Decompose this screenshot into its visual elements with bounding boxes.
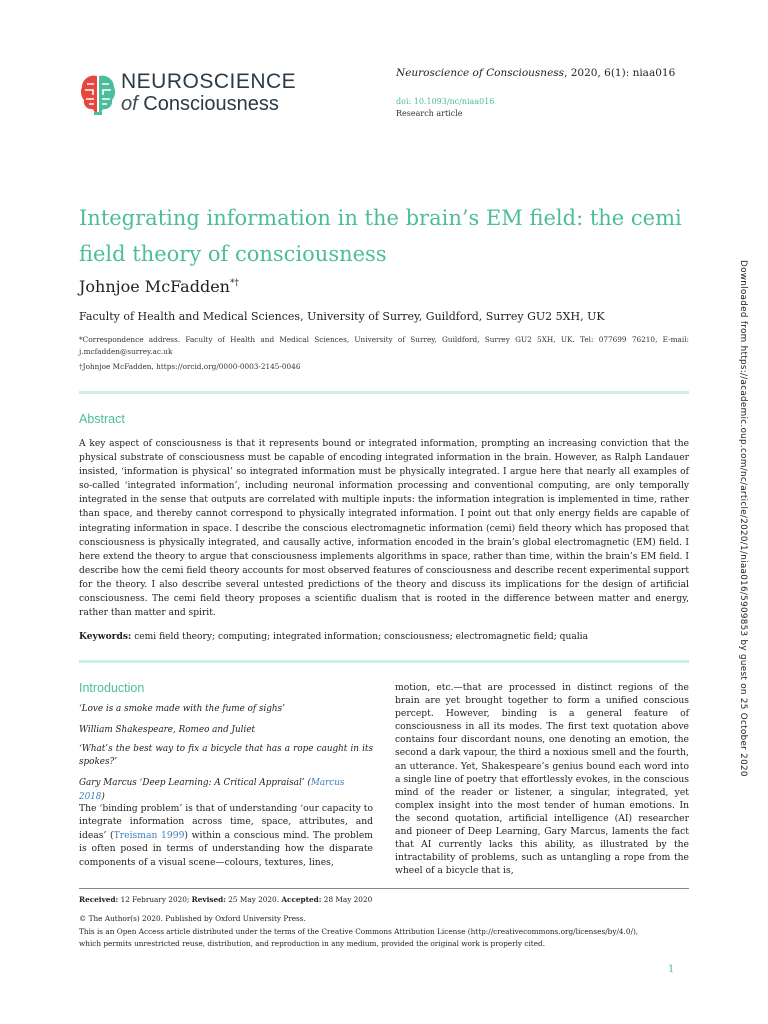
- citation-detail: , 2020, 6(1): niaa016: [564, 67, 676, 79]
- doi-link[interactable]: doi: 10.1093/nc/niaa016: [396, 97, 495, 106]
- divider: [79, 391, 689, 394]
- article-title: Integrating information in the brain’s EM field: the cemi field theory of consciousness: [79, 206, 682, 266]
- orcid-note: †Johnjoe McFadden, https://orcid.org/0000-0003-2145-0046: [79, 362, 301, 371]
- divider: [79, 660, 689, 663]
- download-note-text: Downloaded from https://academic.oup.com/nc/article/2020/1/niaa016/5909853 by guest on 25 October 2020: [738, 260, 748, 777]
- marcus-2018-link[interactable]: Marcus 2018: [79, 778, 345, 803]
- abstract-heading: Abstract: [79, 412, 125, 426]
- correspondence-note: *Correspondence address. Faculty of Health and Medical Sciences, University of Surrey, Guildford, Surrey GU2 5XH, UK. Tel: 077699 76210, E-mail: j.mcfadden@surrey.ac.uk: [79, 335, 689, 356]
- treisman-1999-link[interactable]: Treisman 1999: [113, 829, 185, 841]
- abstract-text: A key aspect of consciousness is that it represents bound or integrated information, prompting an increasing conviction that the physical substrate of consciousness must be capable of encoding integrated information in the brain. However, as Ralph Landauer insisted, ‘information is physical’ so integrated information must be physically integrated. I argue here that nearly all examples of so-called ‘integrated information’, including neuronal information processing and conventional computing, are only temporally integrated in the sense that outputs are correlated with multiple inputs: the information integration is implemented in time, rather than space, and thereby cannot correspond to physically integrated information. I point out that only energy fields are capable of integrating information in space. I describe the conscious electromagnetic information (cemi) field theory which has proposed that consciousness is physically integrated, and causally active, information encoded in the brain’s global electromagnetic (EM) field. I here extend the theory to argue that consciousness implements algorithms in space, rather than time, within the brain’s EM field. I describe how the cemi field theory accounts for most observed features of consciousness and describe recent experimental support for the theory. I also describe several untested predictions of the theory and discuss its implications for the design of artificial consciousness. The cemi field theory proposes a scientific dualism that is rooted in the difference between matter and energy, rather than matter and spirit.: [79, 439, 689, 619]
- para1-start: The ‘binding problem’ is that of understanding ‘our capacity to integrate information across time, space, attributes, and ideas’ (: [79, 803, 373, 841]
- logo-of: of: [121, 93, 138, 115]
- logo-subtitle: [121, 93, 279, 116]
- intro-paragraph-1: [79, 802, 373, 869]
- license-line-1: This is an Open Access article distributed under the terms of the Creative Commons Attribution License (http://creativecommons.org/licenses/by/4.0/),: [79, 927, 639, 936]
- logo-consciousness: Consciousness: [143, 93, 279, 115]
- journal-citation: [396, 67, 675, 79]
- epigraph-2-source: [79, 776, 373, 805]
- introduction-heading: Introduction: [79, 681, 145, 695]
- quote-1: ‘Love is a smoke made with the fume of sighs’: [79, 704, 285, 714]
- license-line-2: which permits unrestricted reuse, distribution, and reproduction in any medium, provided the original work is properly cited.: [79, 939, 546, 948]
- dates-line: [79, 895, 372, 904]
- intro-right-column: motion, etc.—that are processed in distinct regions of the brain are yet brought together to form a unified conscious percept. However, binding is a general feature of consciousness in all its modes. The first text quotation above contains four discordant nouns, one denoting an emotion, the second a dark vapour, the third a noxious smell and the fourth, an utterance. Yet, Shakespeare’s genius bound each word into a single line of poetry that effortlessly evokes, in the conscious mind of the reader or listener, a singular, integrated, yet complex insight into the most tender of human emotions. In the second quotation, artificial intelligence (AI) researcher and pioneer of Deep Learning, Gary Marcus, laments the fact that AI currently lacks this ability, as illustrated by the intractability of problems, such as untangling a rope from the wheel of a bicycle that is,: [395, 682, 689, 877]
- logo-title: NEUROSCIENCE: [121, 70, 297, 93]
- footer-divider: [79, 888, 689, 889]
- epigraph-2: [79, 743, 373, 770]
- keywords-line: [79, 631, 689, 642]
- brain-icon: [79, 72, 117, 116]
- para1-end: ) within a conscious mind. The problem is often posed in terms of understanding how the disparate components of a visual scene—colours, textures, lines,: [79, 829, 373, 868]
- page-number: 1: [668, 964, 675, 975]
- received-label: Received:: [79, 895, 119, 904]
- journal-name: Neuroscience of Consciousness: [396, 67, 565, 79]
- revised-date: 25 May 2020.: [228, 895, 280, 904]
- author-line: [79, 277, 239, 296]
- keywords-list: cemi field theory; computing; integrated information; consciousness; electromagnetic field; qualia: [134, 632, 589, 642]
- accepted-label: Accepted:: [281, 895, 322, 904]
- journal-logo: [79, 70, 299, 118]
- quote-2: ‘What’s the best way to fix a bicycle that has a rope caught in its spokes?’: [79, 744, 373, 768]
- epigraph-1: [79, 703, 373, 716]
- author-name: Johnjoe McFadden: [79, 277, 230, 296]
- accepted-date: 28 May 2020: [323, 895, 373, 904]
- article-type: Research article: [396, 109, 463, 118]
- keywords-label: Keywords:: [79, 631, 132, 642]
- quote-2-close: ): [101, 792, 105, 803]
- download-note: [736, 260, 748, 777]
- affiliation: Faculty of Health and Medical Sciences, University of Surrey, Guildford, Surrey GU2 5XH, UK: [79, 310, 605, 323]
- epigraph-1-source: [79, 724, 373, 737]
- copyright-line: © The Author(s) 2020. Published by Oxford University Press.: [79, 914, 306, 923]
- quote-2-source: Gary Marcus ‘Deep Learning: A Critical Appraisal’ (: [79, 778, 311, 788]
- author-marks: *†: [229, 278, 239, 289]
- revised-label: Revised:: [191, 895, 226, 904]
- received-date: 12 February 2020;: [120, 895, 190, 904]
- quote-1-source: William Shakespeare, Romeo and Juliet: [79, 725, 256, 735]
